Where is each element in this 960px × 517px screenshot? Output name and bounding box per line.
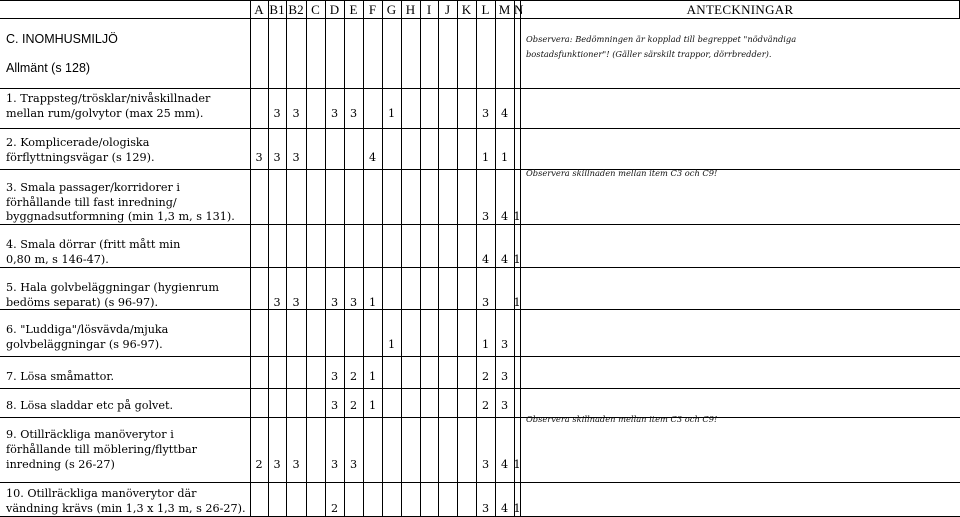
score-cell-n: 1 <box>513 296 521 309</box>
score-cell-l: 3 <box>481 107 490 120</box>
column-header-c: C <box>311 2 320 17</box>
score-cell-l: 3 <box>481 210 490 223</box>
item-note: Observera skillnaden mellan item C3 och C9! <box>526 414 718 424</box>
grid-vline <box>344 1 345 517</box>
grid-vline <box>306 1 307 517</box>
grid-hline <box>0 18 960 19</box>
item-text-line: 5. Hala golvbeläggningar (hygienrum <box>6 281 219 294</box>
score-cell-d: 3 <box>330 296 339 309</box>
column-header-l: L <box>481 2 490 17</box>
item-text-line: 1. Trappsteg/trösklar/nivåskillnader <box>6 92 211 105</box>
item-text-line: 8. Lösa sladdar etc på golvet. <box>6 399 174 412</box>
score-cell-m: 1 <box>500 151 509 164</box>
score-cell-l: 1 <box>481 338 490 351</box>
item-text-line: 9. Otillräckliga manöverytor i <box>6 428 174 441</box>
column-header-a: A <box>254 2 264 17</box>
column-header-m: M <box>498 2 511 17</box>
grid-vline <box>401 1 402 517</box>
score-cell-m: 3 <box>500 399 509 412</box>
item-text-line: inredning (s 26-27) <box>6 458 115 471</box>
score-cell-m: 4 <box>500 107 509 120</box>
score-cell-b2: 3 <box>292 107 300 120</box>
section-title: C. INOMHUSMILJÖ <box>6 32 118 46</box>
score-cell-m: 4 <box>500 458 509 471</box>
score-cell-e: 3 <box>349 296 358 309</box>
section-note-line: bostadsfunktioner"! (Gäller särskilt trappor, dörrbredder). <box>526 49 772 59</box>
score-cell-f: 1 <box>368 399 377 412</box>
score-cell-e: 3 <box>349 107 358 120</box>
grid-vline <box>382 1 383 517</box>
column-header-b2: B2 <box>288 2 304 17</box>
grid-vline <box>325 1 326 517</box>
column-header-h: H <box>405 2 416 17</box>
item-text-line: golvbeläggningar (s 96-97). <box>6 338 163 351</box>
column-header-n: N <box>514 2 524 17</box>
item-text-line: 4. Smala dörrar (fritt mått min <box>6 238 181 251</box>
score-cell-b1: 3 <box>273 458 281 471</box>
column-header-e: E <box>349 2 358 17</box>
section-subtitle: Allmänt (s 128) <box>6 61 91 75</box>
grid-vline <box>286 1 287 517</box>
score-cell-d: 3 <box>330 458 339 471</box>
score-cell-l: 4 <box>481 253 490 266</box>
score-cell-b1: 3 <box>273 107 281 120</box>
item-text-line: 3. Smala passager/korridorer i <box>6 181 180 194</box>
grid-vline <box>438 1 439 517</box>
score-cell-m: 3 <box>500 370 509 383</box>
score-cell-b1: 3 <box>273 296 281 309</box>
grid-vline <box>420 1 421 517</box>
item-text-line: 6. "Luddiga"/lösvävda/mjuka <box>6 323 169 336</box>
item-text-line: förhållande till möblering/flyttbar <box>6 443 197 456</box>
column-header-d: D <box>329 2 340 17</box>
score-cell-n: 1 <box>513 502 521 515</box>
score-cell-g: 1 <box>387 338 396 351</box>
item-text-line: 7. Lösa småmattor. <box>6 370 115 383</box>
section-note-line: Observera: Bedömningen är kopplad till begreppet "nödvändiga <box>526 34 797 44</box>
grid-hline <box>0 88 960 89</box>
score-cell-l: 3 <box>481 502 490 515</box>
item-text-line: förflyttningsvägar (s 129). <box>6 151 155 164</box>
column-header-g: G <box>386 2 397 17</box>
score-cell-n: 1 <box>513 210 521 223</box>
score-cell-d: 3 <box>330 399 339 412</box>
item-text-line: bedöms separat) (s 96-97). <box>6 296 159 309</box>
score-cell-e: 2 <box>349 370 358 383</box>
grid-hline <box>0 388 960 389</box>
column-header-i: I <box>426 2 432 17</box>
grid-hline <box>0 224 960 225</box>
score-cell-m: 4 <box>500 253 509 266</box>
item-text-line: 0,80 m, s 146-47). <box>6 253 109 266</box>
column-header-b1: B1 <box>269 2 285 17</box>
score-cell-d: 3 <box>330 370 339 383</box>
score-cell-b2: 3 <box>292 151 300 164</box>
score-cell-f: 1 <box>368 296 377 309</box>
item-text-line: byggnadsutformning (min 1,3 m, s 131). <box>6 210 235 223</box>
grid-hline <box>0 482 960 483</box>
score-cell-g: 1 <box>387 107 396 120</box>
grid-hline <box>0 417 960 418</box>
item-note: Observera skillnaden mellan item C3 och C9! <box>526 168 718 178</box>
score-cell-l: 3 <box>481 458 490 471</box>
item-text-line: 10. Otillräckliga manöverytor där <box>6 487 197 500</box>
grid-vline <box>457 1 458 517</box>
item-text-line: förhållande till fast inredning/ <box>6 195 177 209</box>
score-cell-b1: 3 <box>273 151 281 164</box>
score-cell-b2: 3 <box>292 296 300 309</box>
score-cell-l: 1 <box>481 151 490 164</box>
notes-column-header: ANTECKNINGAR <box>686 2 794 17</box>
score-cell-n: 1 <box>513 458 521 471</box>
score-cell-d: 2 <box>330 502 339 515</box>
score-cell-f: 4 <box>368 151 377 164</box>
score-cell-b2: 3 <box>292 458 300 471</box>
grid-vline <box>250 1 251 517</box>
item-text-line: vändning krävs (min 1,3 x 1,3 m, s 26-27). <box>6 502 246 515</box>
score-cell-f: 1 <box>368 370 377 383</box>
score-cell-d: 3 <box>330 107 339 120</box>
grid-vline <box>268 1 269 517</box>
column-header-k: K <box>461 2 472 17</box>
score-cell-e: 2 <box>349 399 358 412</box>
score-cell-n: 1 <box>513 253 521 266</box>
score-cell-l: 2 <box>481 399 490 412</box>
score-cell-m: 3 <box>500 338 509 351</box>
grid-hline <box>0 267 960 268</box>
score-cell-m: 4 <box>500 210 509 223</box>
item-text-line: mellan rum/golvytor (max 25 mm). <box>6 107 204 120</box>
score-cell-m: 4 <box>500 502 509 515</box>
score-cell-e: 3 <box>349 458 358 471</box>
score-cell-a: 3 <box>255 151 263 164</box>
item-text-line: 2. Komplicerade/ologiska <box>6 136 150 149</box>
grid-hline <box>0 169 960 170</box>
score-cell-l: 2 <box>481 370 490 383</box>
grid-hline <box>0 356 960 357</box>
column-header-j: J <box>444 2 451 17</box>
grid-vline <box>363 1 364 517</box>
grid-hline <box>0 128 960 129</box>
score-cell-l: 3 <box>481 296 490 309</box>
column-header-f: F <box>368 2 377 17</box>
score-cell-a: 2 <box>255 458 263 471</box>
